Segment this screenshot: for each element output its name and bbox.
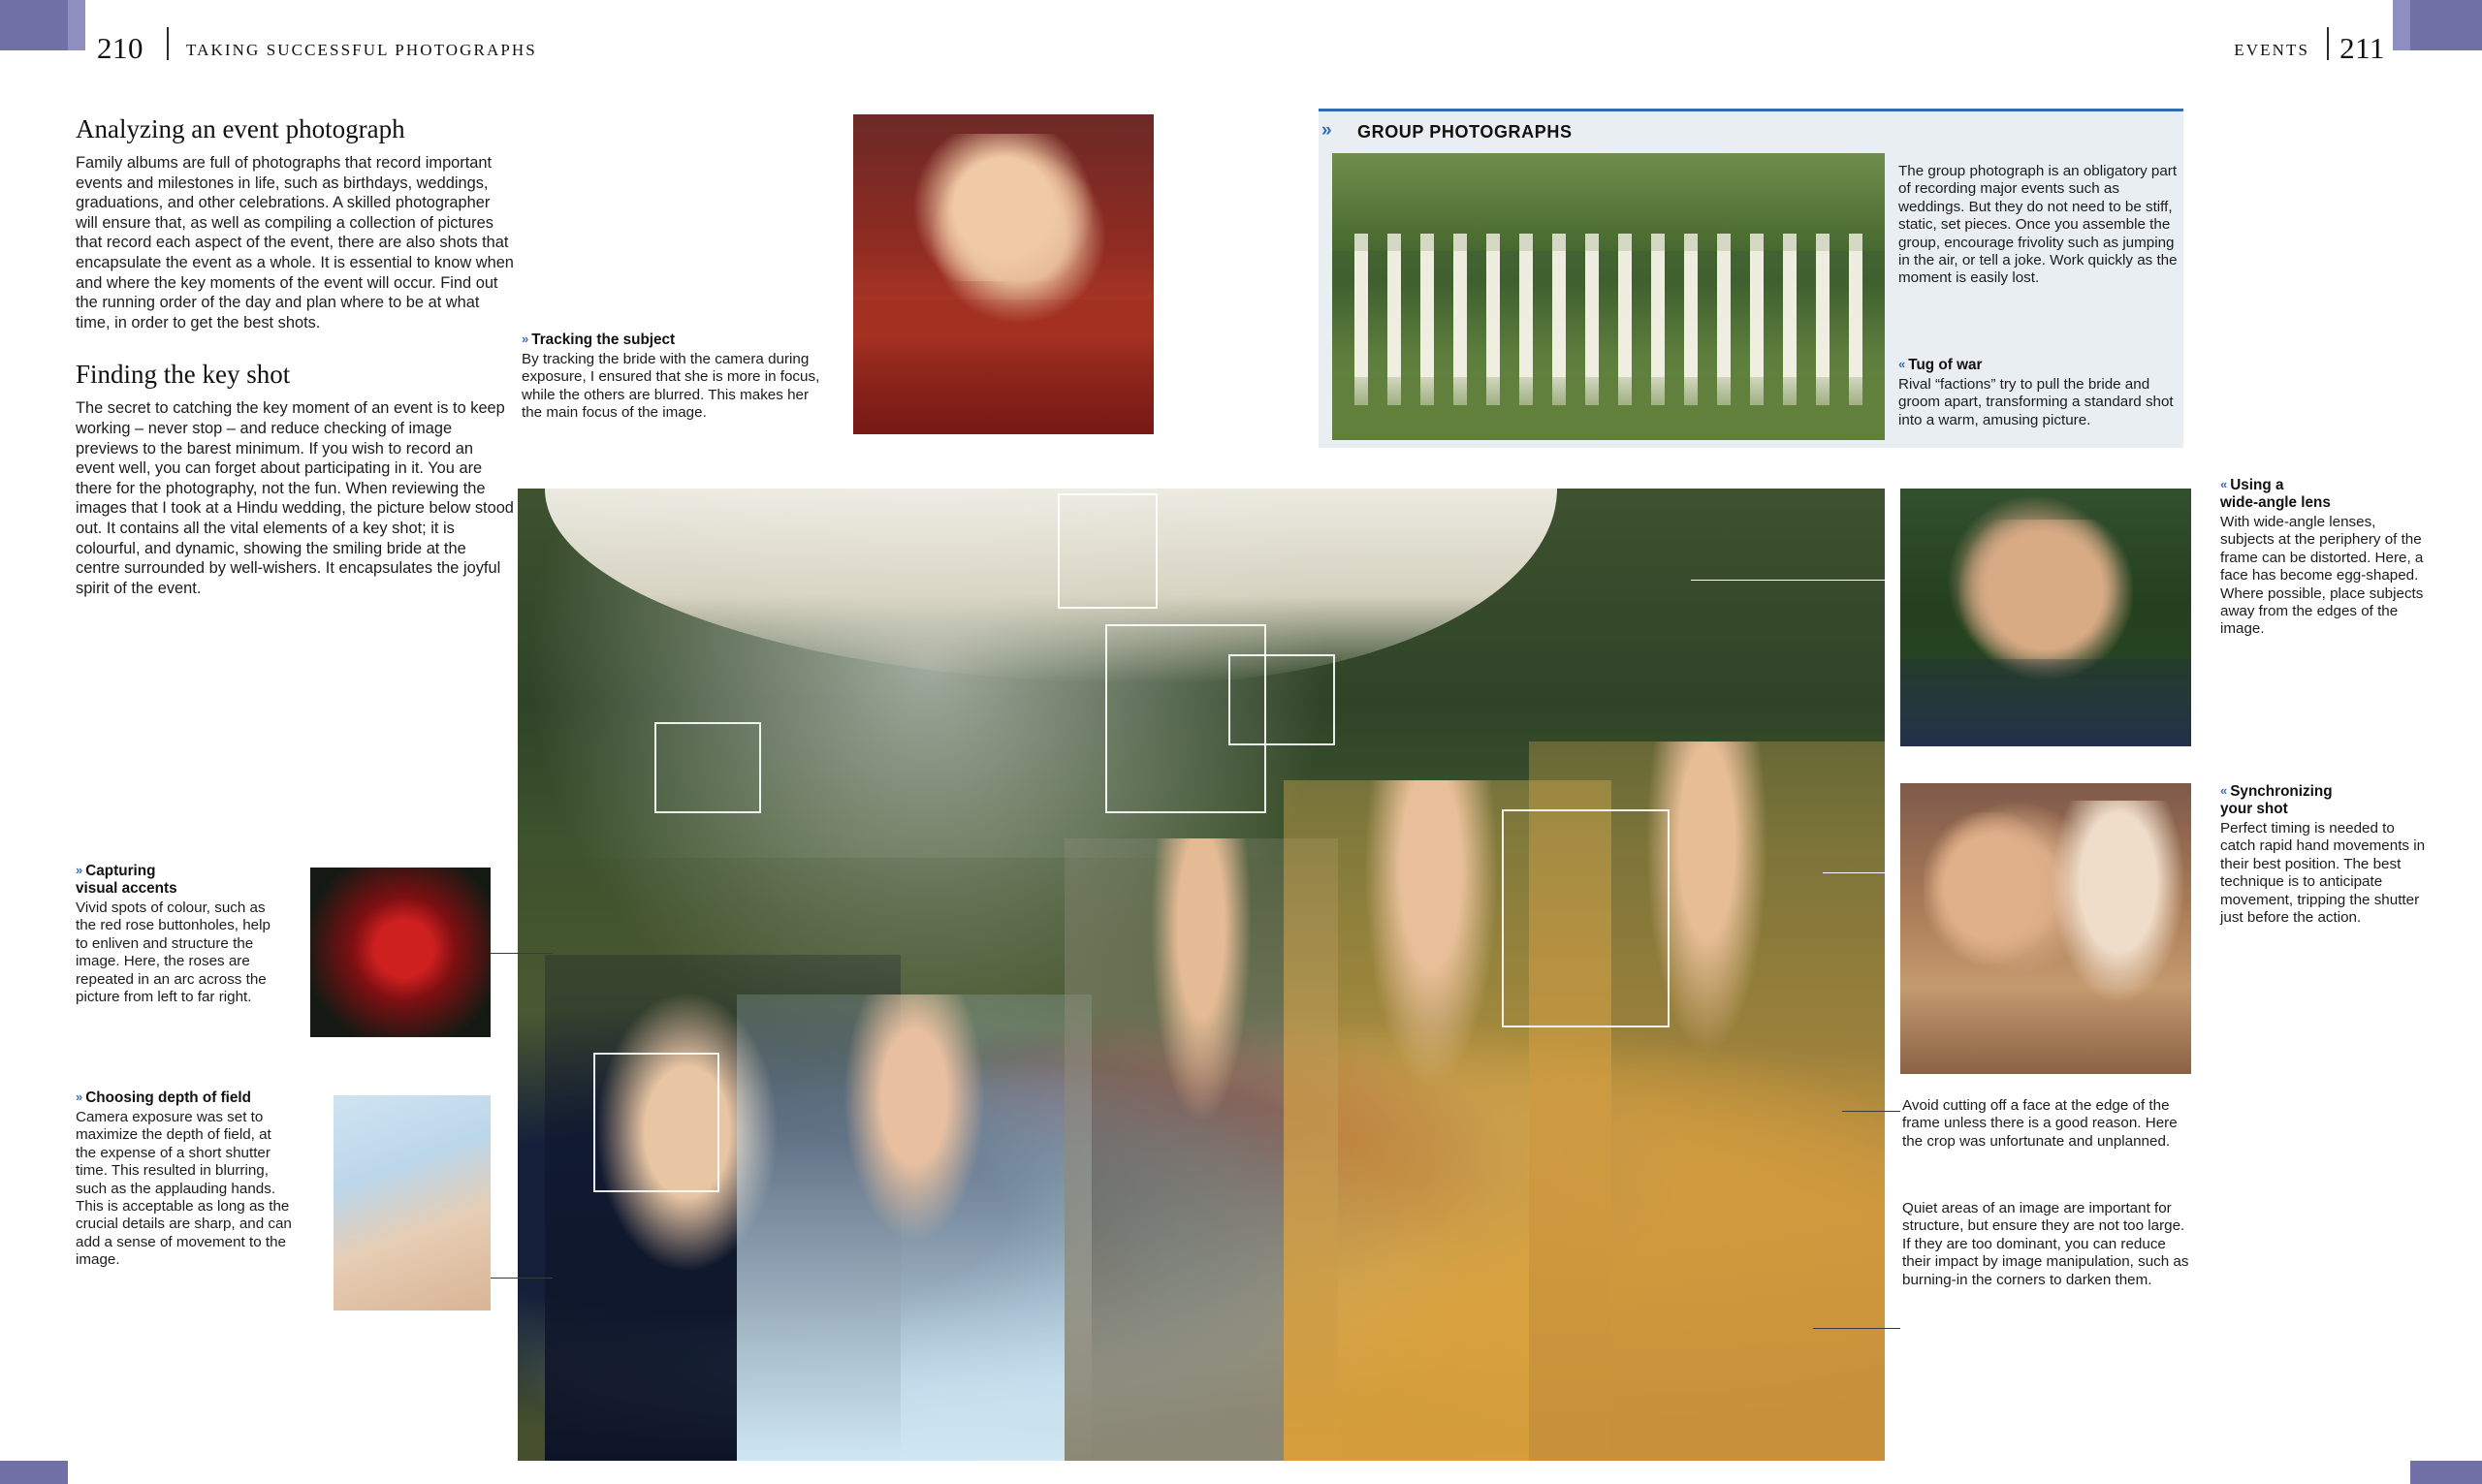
corner-block-top-right-light [2393,0,2410,50]
caption-tracking-subject [522,332,832,423]
main-text-column [76,114,514,598]
panel-body-text [1898,163,2181,288]
corner-block-top-left [0,0,68,50]
corner-block-bottom-right [2410,1461,2482,1484]
canopy-overlay [545,489,1556,683]
caption-capturing-body: Vivid spots of colour, such as the red rose buttonholes, help to enliven and structure the image. Here, the roses are repeated in an arc across the picture from left to far right. [76,900,270,1006]
chevron-left-icon: « [2220,783,2226,798]
corner-block-top-left-light [68,0,85,50]
photo-red-rose-buttonhole [310,868,491,1037]
folio-rule-right [2327,27,2329,60]
photo-synchronizing-hands [1900,783,2191,1074]
leader-line-quiet-note [1813,1328,1900,1329]
leader-line-sync [1823,872,1900,873]
caption-depth-body: Camera exposure was set to maximize the depth of field, at the expense of a short shutter time. This resulted in blurring, such as the applauding hands. This is acceptable as long as the crucial details are sharp, and can add a sense of movement to the image. [76,1109,292,1269]
caption-synchronizing-your-shot [2220,783,2428,927]
panel-top-rule [1319,109,2183,111]
caption-tracking-title: » Tracking the subject [522,332,676,348]
crop-box-rose [654,722,761,813]
chevron-right-icon: » [76,863,81,877]
caption-crop-note [1902,1097,2183,1151]
photo-tug-of-war [1332,153,1885,440]
running-head-right: EVENTS [2234,41,2309,59]
caption-wide-body: With wide-angle lenses, subjects at the periphery of the frame can be distorted. Here, a face has become egg-shaped. Where possible, place subjects away from the edges of the image. [2220,514,2424,638]
folio-left: 210 [97,31,143,65]
caption-tug-title: « Tug of war [1898,357,1983,373]
chevron-left-icon: « [2220,477,2226,491]
section-body-analyzing: Family albums are full of photographs that record important events and milestones in life, such as birthdays, weddings, graduations, and other celebrations. A skilled photographer will ensure that, as well as compiling a collection of pictures that record each aspect of the event, there are also shots that encapsulate the event as a whole. It is essential to know when and where the key moments of the event will occur. Find out the running order of the day and plan where to be at what time, in order to get the best shots. [76,154,514,332]
photo-blurred-applauding-hands [334,1095,491,1310]
folio-rule-left [167,27,169,60]
section-heading-analyzing: Analyzing an event photograph [76,114,405,143]
leader-line-crop-note [1842,1111,1900,1112]
caption-tug-body: Rival “factions” try to pull the bride and groom apart, transforming a standard shot into a warm, amusing picture. [1898,376,2174,428]
panel-title: GROUP PHOTOGRAPHS [1357,122,1573,142]
chevron-right-icon: » [522,332,527,346]
section-body-key-shot: The secret to catching the key moment of an event is to keep working – never stop – and reduce checking of image previews to the barest minimum. If you wish to record an event well, you can forget about participating in it. You are there for the photography, not the fun. When reviewing the images that I took at a Hindu wedding, the picture below stood out. It contains all the vital elements of a key shot; it is colourful, and dynamic, showing the smiling bride at the centre surrounded by well-wishers. It encapsulates the joyful spirit of the event. [76,399,514,597]
caption-using-wide-angle-lens [2220,477,2426,639]
caption-choosing-depth-of-field [76,1089,293,1270]
caption-capturing-title: » Capturing visual accents [76,863,177,897]
photo-wide-angle-distortion [1900,489,2191,746]
leader-line-rose [491,953,553,954]
caption-quiet-areas-note [1902,1200,2193,1289]
caption-depth-title: » Choosing depth of field [76,1089,252,1106]
chevron-right-icon: » [1321,120,1332,141]
caption-capturing-visual-accents [76,863,279,1006]
caption-quiet-body: Quiet areas of an image are important for structure, but ensure they are not too large. If they are too dominant, you can reduce their impact by image manipulation, such as burning-in the corners to darken them. [1902,1200,2189,1288]
corner-block-top-right [2410,0,2482,50]
caption-sync-body: Perfect timing is needed to catch rapid hand movements in their best position. The best technique is to anticipate movement, tripping the shutter just before the action. [2220,820,2426,927]
chevron-right-icon: » [76,1089,81,1104]
chevron-left-icon: « [1898,357,1904,371]
caption-tug-of-war [1898,357,2189,429]
panel-body: The group photograph is an obligatory part of recording major events such as weddings. But they do not need to be stiff, static, set pieces. Once you assemble the group, encourage frivolity such as jumping in the air, or tell a joke. Work quickly as the moment is easily lost. [1898,163,2178,287]
caption-sync-title: « Synchronizing your shot [2220,783,2333,817]
leader-line-hands [491,1278,553,1279]
photo-main-hindu-wedding [518,489,1885,1461]
corner-block-bottom-left [0,1461,68,1484]
caption-crop-body: Avoid cutting off a face at the edge of the frame unless there is a good reason. Here the crop was unfortunate and unplanned. [1902,1097,2178,1150]
folio-right: 211 [2339,31,2385,65]
caption-wide-title: « Using a wide-angle lens [2220,477,2331,511]
running-head-left: TAKING SUCCESSFUL PHOTOGRAPHS [186,41,537,59]
section-heading-key-shot: Finding the key shot [76,360,291,390]
leader-line-wide-angle [1691,580,1898,581]
photo-bride-tracking [853,114,1154,434]
caption-tracking-body: By tracking the bride with the camera during exposure, I ensured that she is more in focus, while the others are blurred. This makes her the main focus of the image. [522,351,820,422]
